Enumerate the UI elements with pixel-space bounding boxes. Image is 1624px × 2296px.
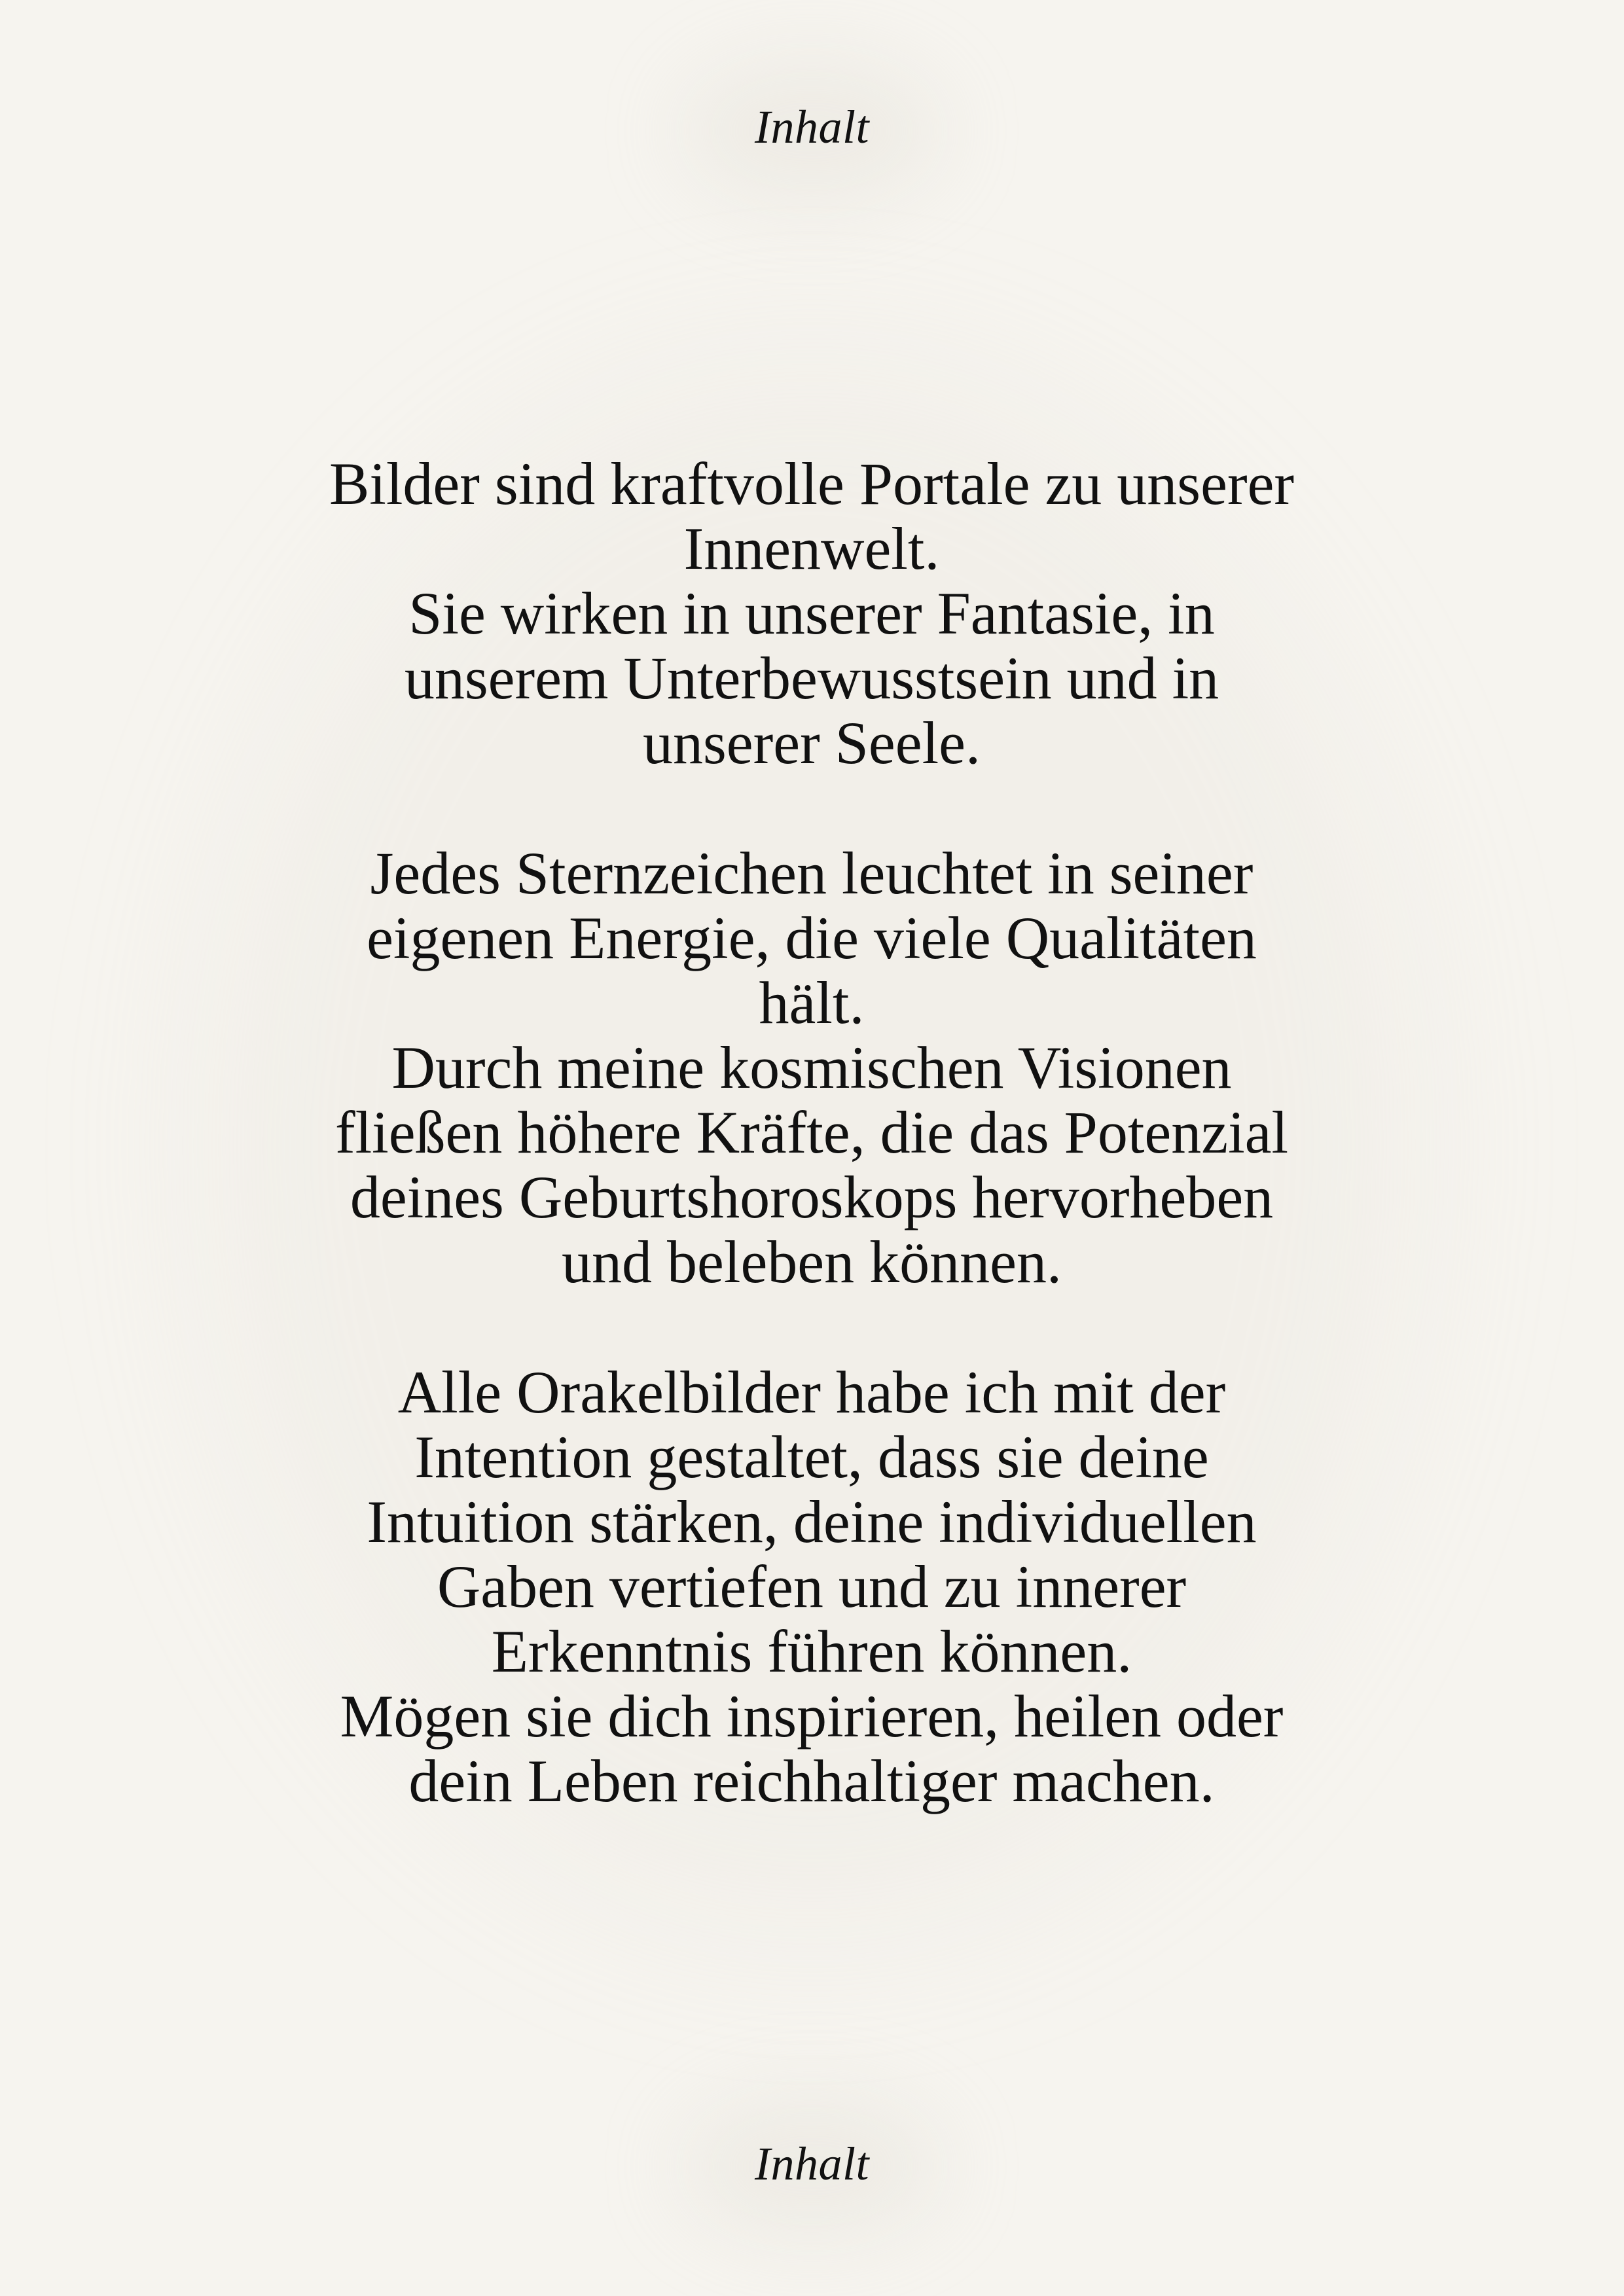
main-text: [236, 452, 1388, 1814]
paragraph-3-line-4: Gaben vertiefen und zu innerer: [437, 1553, 1187, 1620]
paragraph-2: [236, 841, 1388, 1295]
paragraph-3-line-1: Alle Orakelbilder habe ich mit der: [397, 1359, 1226, 1426]
paragraph-1-line-4: unserem Unterbewusstsein und in: [404, 645, 1219, 711]
paragraph-1-line-1: Bilder sind kraftvolle Portale zu unserer: [329, 450, 1295, 517]
paragraph-2-line-1: Jedes Sternzeichen leuchtet in seiner: [370, 840, 1254, 906]
footer-contents-link[interactable]: Inhalt: [755, 2138, 869, 2190]
paragraph-3: [236, 1360, 1388, 1814]
paragraph-1-line-2: Innenwelt.: [683, 515, 940, 582]
paragraph-3-line-5: Erkenntnis führen können.: [491, 1618, 1132, 1685]
paragraph-3-line-6: Mögen sie dich inspirieren, heilen oder: [340, 1683, 1284, 1749]
paragraph-2-line-4: Durch meine kosmischen Visionen: [391, 1034, 1232, 1101]
paragraph-2-line-7: und beleben können.: [562, 1229, 1062, 1295]
paragraph-2-line-3: hält.: [759, 969, 865, 1036]
paragraph-1-line-3: Sie wirken in unserer Fantasie, in: [408, 580, 1215, 647]
paragraph-2-line-5: fließen höhere Kräfte, die das Potenzial: [334, 1099, 1289, 1166]
header-contents-link[interactable]: Inhalt: [755, 101, 869, 153]
paragraph-3-line-7: dein Leben reichhaltiger machen.: [408, 1748, 1215, 1814]
paragraph-3-line-3: Intuition stärken, deine individuellen: [367, 1488, 1257, 1555]
paragraph-2-line-2: eigenen Energie, die viele Qualitäten: [367, 905, 1257, 971]
paragraph-1-line-5: unserer Seele.: [643, 709, 981, 776]
paragraph-1: [236, 452, 1388, 776]
paragraph-3-line-2: Intention gestaltet, dass sie deine: [414, 1424, 1209, 1490]
paragraph-2-line-6: deines Geburtshoroskops hervorheben: [350, 1164, 1274, 1230]
